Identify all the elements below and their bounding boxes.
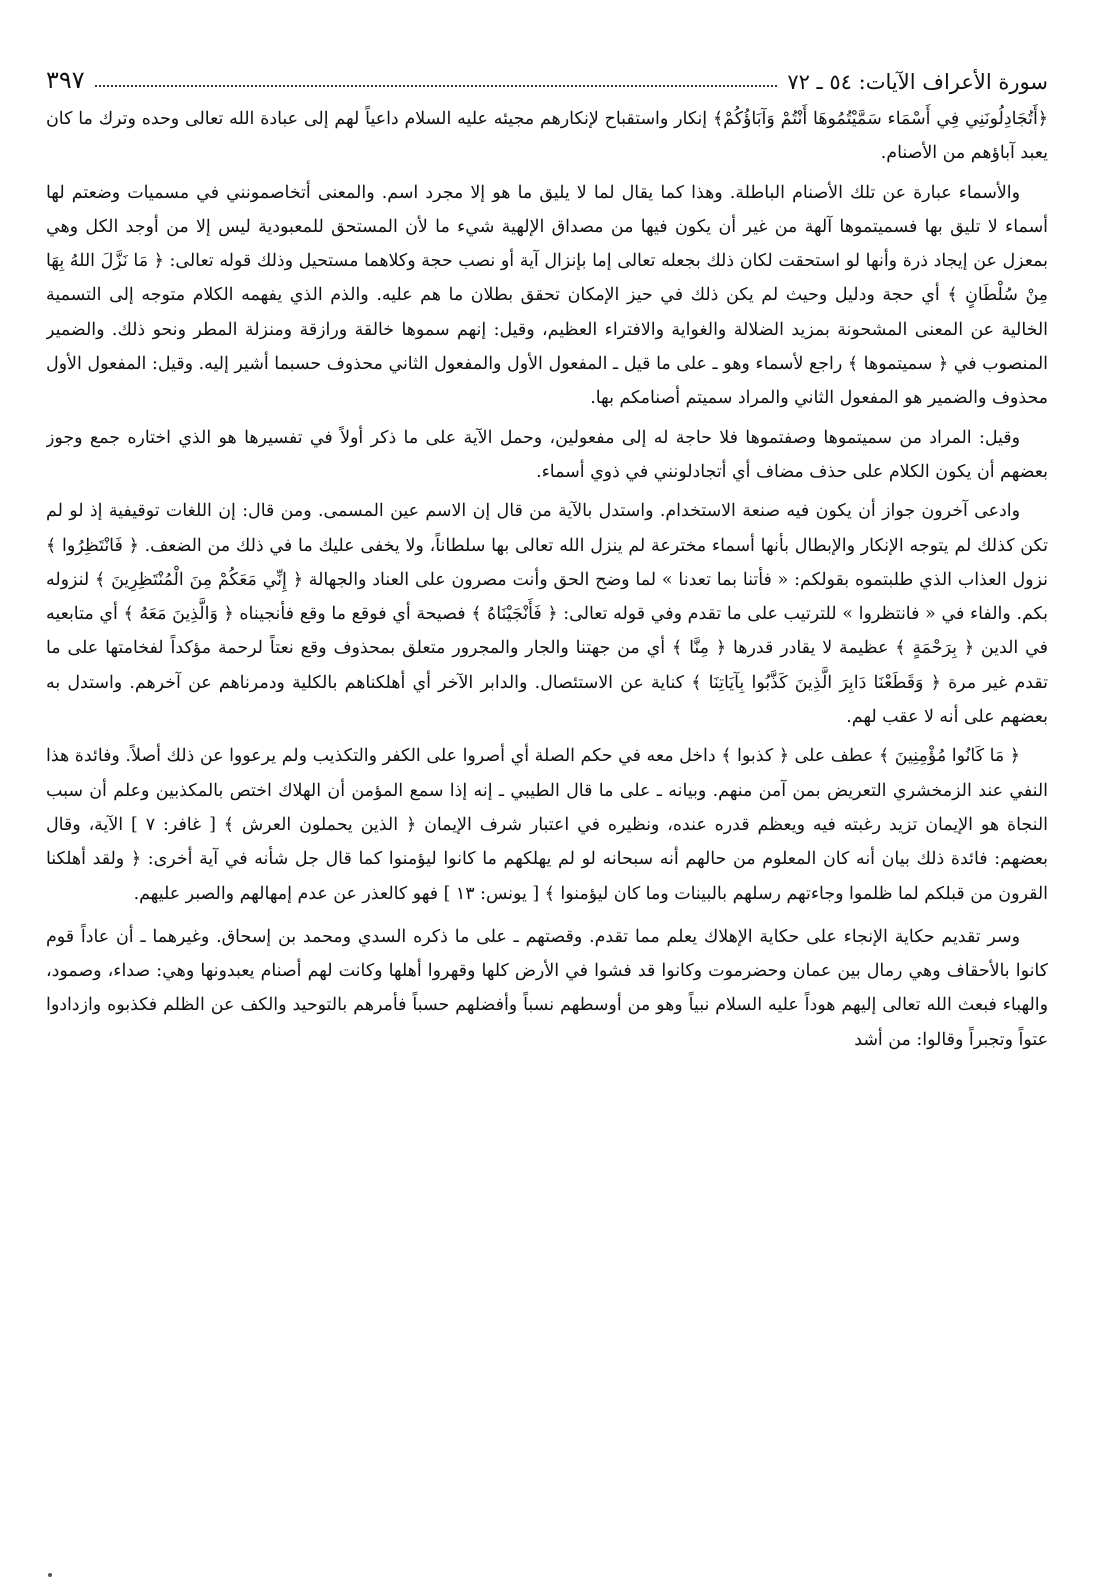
page-header <box>46 52 1048 94</box>
page-corner-mark <box>48 1573 52 1577</box>
paragraph: ﴿ مَا كَانُوا مُؤْمِنِينَ ﴾ عطف على ﴿ كذبوا ﴾ داخل معه في حكم الصلة أي أصروا على الكفر والتكذيب ولم يرعووا عن ذلك أصلاً. وفائدة هذا النفي عند الزمخشري التعريض بمن آمن منهم. وبيانه ـ على ما قال الطيبي ـ إنه إذا سمع المؤمن أن الهلاك اختص بالمكذبين وعلم أن سبب النجاة هو الإيمان تزيد رغبته فيه ويعظم قدره عنده، ونظيره في اعتبار شرف الإيمان ﴿ الذين يحملون العرش ﴾ [ غافر: ٧ ] الآية، وقال بعضهم: فائدة ذلك بيان أنه كان المعلوم من حالهم أنه سبحانه لو لم يهلكهم ما كانوا ليؤمنوا كما قال جل شأنه في آية أخرى: ﴿ ولقد أهلكنا القرون من قبلكم لما ظلموا وجاءتهم رسلهم بالبينات وما كان ليؤمنوا ﴾ [ يونس: ١٣ ] فهو كالعذر عن عدم إمهالهم والصبر عليهم. <box>46 746 1048 904</box>
paragraph: وادعى آخرون جواز أن يكون فيه صنعة الاستخدام. واستدل بالآية من قال إن الاسم عين المسمى. ومن قال: إن اللغات توقيفية إذ لو لم تكن كذلك لم يتوجه الإنكار والإبطال بأنها أسماء مخترعة لم ينزل الله تعالى بها سلطاناً، ولا يخفى عليك ما في ذلك من الضعف. ﴿ فَانْتَظِرُوا ﴾ نزول العذاب الذي طلبتموه بقولكم: « فأتنا بما تعدنا » لما وضح الحق وأنت مصرون على العناد والجهالة ﴿ إِنِّي مَعَكُمْ مِنَ الْمُنْتَظِرِينَ ﴾ لنزوله بكم. والفاء في « فانتظروا » للترتيب على ما تقدم وفي قوله تعالى: ﴿ فَأَنْجَيْنَاهُ ﴾ فصيحة أي فوقع ما وقع فأنجيناه ﴿ وَالَّذِينَ مَعَهُ ﴾ أي متابعيه في الدين ﴿ بِرَحْمَةٍ ﴾ عظيمة لا يقادر قدرها ﴿ مِنَّا ﴾ أي من جهتنا والجار والمجرور متعلق بمحذوف وقع نعتاً لرحمة مؤكداً لفخامتها على ما تقدم غير مرة ﴿ وَقَطَعْنَا دَابِرَ الَّذِينَ كَذَّبُوا بِآيَاتِنَا ﴾ كناية عن الاستئصال. والدابر الآخر أي أهلكناهم بالكلية ودمرناهم عن آخرهم. واستدل به بعضهم على أنه لا عقب لهم. <box>46 501 1048 728</box>
header-dot-leader <box>95 85 778 87</box>
paragraph: وقيل: المراد من سميتموها وصفتموها فلا حاجة له إلى مفعولين، وحمل الآية على ما ذكر أولاً في تفسيرها هو الذي اختاره جمع وجوز بعضهم أن يكون الكلام على حذف مضاف أي أتجادلونني في ذوي أسماء. <box>46 427 1048 482</box>
body-text <box>46 102 1048 1057</box>
book-page <box>46 52 1048 1567</box>
paragraph: والأسماء عبارة عن تلك الأصنام الباطلة. وهذا كما يقال لما لا يليق ما هو إلا مجرد اسم. والمعنى أتخاصمونني في مسميات وضعتم لها أسماء لا تليق بها فسميتموها آلهة من غير أن يكون فيها من مصداق الإلهية شيء ما لأن المستحق للمعبودية ليس إلا من أوجد الكل وهي بمعزل عن إيجاد ذرة وأنها لو استحقت لكان ذلك بجعله تعالى إما بإنزال آية أو نصب حجة وكلاهما مستحيل وذلك قوله تعالى: ﴿ مَا نَزَّلَ اللهُ بِهَا مِنْ سُلْطَانٍ ﴾ أي حجة ودليل وحيث لم يكن ذلك في حيز الإمكان تحقق بطلان ما هم عليه. والذم الذي يفهمه الكلام متوجه إلى التسمية الخالية عن المعنى المشحونة بمزيد الضلالة والغواية والافتراء العظيم، وقيل: إنهم سموها خالقة ورازقة ومنزلة المطر ونحو ذلك. والضمير المنصوب في ﴿ سميتموها ﴾ راجع لأسماء وهو ـ على ما قيل ـ المفعول الأول والمفعول الثاني محذوف حسبما أشير إليه. وقيل: المفعول الأول محذوف والضمير هو المفعول الثاني والمراد سميتم أصنامكم بها. <box>46 182 1048 409</box>
running-title: سورة الأعراف الآيات: ٥٤ ـ ٧٢ <box>787 70 1048 94</box>
page-number: ٣٩٧ <box>46 66 85 94</box>
paragraph: وسر تقديم حكاية الإنجاء على حكاية الإهلاك يعلم مما تقدم. وقصتهم ـ على ما ذكره السدي ومحمد بن إسحاق. وغيرهما ـ أن عاداً قوم كانوا بالأحقاف وهي رمال بين عمان وحضرموت وكانوا قد فشوا في الأرض كلها وقهروا أهلها وكانت لهم أصنام يعبدونها وهي: صداء، وصمود، والهباء فبعث الله تعالى إليهم هوداً عليه السلام نبياً وهو من أوسطهم نسباً وأفضلهم حسباً فأمرهم بالتوحيد والكف عن الظلم فكذبوه وازدادوا عتواً وتجبراً وقالوا: من أشد <box>46 926 1048 1050</box>
paragraph: ﴿أَتُجَادِلُونَنِي فِي أَسْمَاء سَمَّيْتُمُوهَا أَنْتُمْ وَآبَاؤُكُمْ﴾ إنكار واستقباح لإنكارهم مجيئه عليه السلام داعياً لهم إلى عبادة الله تعالى وحده وترك ما كان يعبد آباؤهم من الأصنام. <box>46 109 1048 164</box>
